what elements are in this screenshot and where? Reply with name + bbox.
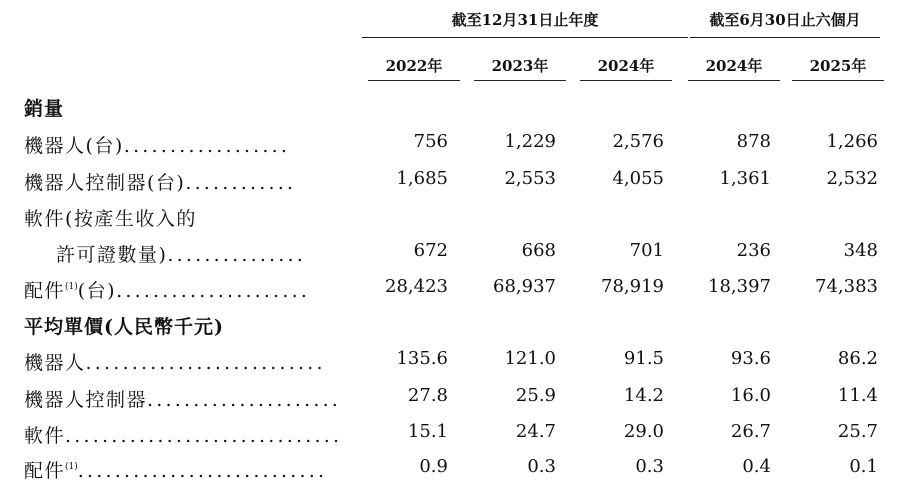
value-robots-units-2024-half: 878: [736, 131, 771, 152]
value-robots-units-2024: 2,576: [612, 131, 664, 152]
label-text: 配件: [24, 460, 66, 482]
value-software-price-2025-half: 25.7: [837, 421, 878, 442]
leader-dots: ...........................: [77, 460, 328, 482]
value-accessories-price-2023: 0.3: [527, 456, 556, 477]
year-rule-2024: [580, 80, 672, 81]
value-accessories-price-2024-half: 0.4: [742, 456, 771, 477]
label-text: 配件: [24, 280, 66, 302]
leader-dots: ............: [185, 172, 297, 194]
value-software-price-2022: 15.1: [407, 421, 448, 442]
row-label-controllers-price: [24, 385, 346, 412]
value-robots-units-2023: 1,229: [504, 131, 556, 152]
year-header-2022: 2022年: [385, 57, 443, 75]
label-text: 機器人控制器(台): [24, 172, 186, 194]
value-software-licenses-2022: 672: [413, 240, 448, 261]
value-accessories-price-2025-half: 0.1: [849, 456, 878, 477]
group-rule-full-year: [362, 37, 688, 38]
value-accessories-price-2024: 0.3: [635, 456, 664, 477]
row-label-software-price: [24, 421, 346, 448]
value-controllers-units-2024: 4,055: [612, 168, 664, 189]
value-accessories-units-2022: 28,423: [385, 276, 448, 297]
label-text: 軟件: [24, 425, 66, 447]
label-suffix: (台): [77, 280, 117, 302]
value-controllers-price-2023: 25.9: [515, 385, 556, 406]
year-header-2025-half: 2025年: [809, 57, 867, 75]
group-header-full-year: 截至12月31日止年度: [451, 11, 599, 29]
leader-dots: ..........................: [85, 352, 326, 374]
value-controllers-units-2024-half: 1,361: [719, 168, 771, 189]
value-controllers-units-2022: 1,685: [396, 168, 448, 189]
value-controllers-price-2024: 14.2: [623, 385, 664, 406]
leader-dots: ..................: [123, 135, 291, 157]
value-software-price-2023: 24.7: [515, 421, 556, 442]
row-label-accessories-units: [24, 276, 346, 303]
footnote-marker: (1): [65, 282, 78, 292]
value-controllers-units-2025-half: 2,532: [826, 168, 878, 189]
value-software-price-2024-half: 26.7: [730, 421, 771, 442]
section-title-average-price: 平均單價(人民幣千元): [24, 316, 224, 338]
value-robots-price-2024: 91.5: [623, 348, 664, 369]
label-text: 機器人: [24, 352, 86, 374]
value-software-licenses-2024-half: 236: [736, 240, 771, 261]
value-controllers-price-2024-half: 16.0: [730, 385, 771, 406]
value-software-licenses-2024: 701: [629, 240, 664, 261]
row-label-robots-units: [24, 131, 346, 158]
value-robots-price-2025-half: 86.2: [837, 348, 878, 369]
value-accessories-units-2024-half: 18,397: [708, 276, 771, 297]
year-rule-2025-half: [792, 80, 884, 81]
year-header-2023: 2023年: [491, 57, 549, 75]
row-label-controllers-units: [24, 168, 346, 195]
row-label-software-licenses: [56, 240, 346, 267]
section-title-sales-volume: 銷量: [24, 98, 65, 120]
year-rule-2023: [474, 80, 566, 81]
group-rule-half-year: [690, 37, 880, 38]
value-robots-units-2025-half: 1,266: [826, 131, 878, 152]
value-robots-price-2023: 121.0: [504, 348, 556, 369]
value-software-licenses-2023: 668: [521, 240, 556, 261]
year-header-2024: 2024年: [597, 57, 655, 75]
row-label-robots-price: [24, 348, 346, 375]
value-controllers-units-2023: 2,553: [504, 168, 556, 189]
group-header-half-year: 截至6月30日止六個月: [709, 11, 861, 29]
value-accessories-units-2024: 78,919: [601, 276, 664, 297]
leader-dots: .....................: [116, 280, 311, 302]
leader-dots: ...............: [167, 244, 307, 266]
year-rule-2022: [368, 80, 460, 81]
value-controllers-price-2025-half: 11.4: [837, 385, 878, 406]
value-accessories-units-2023: 68,937: [493, 276, 556, 297]
label-text: 軟件(按產生收入的: [24, 208, 197, 230]
row-label-accessories-price: [24, 456, 346, 483]
leader-dots: .....................: [147, 389, 342, 411]
footnote-marker: (1): [65, 462, 78, 472]
value-controllers-price-2022: 27.8: [407, 385, 448, 406]
label-text: 機器人控制器: [24, 389, 148, 411]
value-accessories-units-2025-half: 74,383: [815, 276, 878, 297]
leader-dots: ..............................: [65, 425, 343, 447]
value-software-price-2024: 29.0: [623, 421, 664, 442]
value-software-licenses-2025-half: 348: [843, 240, 878, 261]
value-robots-price-2024-half: 93.6: [730, 348, 771, 369]
value-robots-price-2022: 135.6: [396, 348, 448, 369]
label-text: 許可證數量): [56, 244, 168, 266]
row-label-software-line1: [24, 204, 346, 231]
value-accessories-price-2022: 0.9: [419, 456, 448, 477]
label-text: 機器人(台): [24, 135, 124, 157]
year-header-2024-half: 2024年: [705, 57, 763, 75]
year-rule-2024-half: [688, 80, 780, 81]
value-robots-units-2022: 756: [413, 131, 448, 152]
